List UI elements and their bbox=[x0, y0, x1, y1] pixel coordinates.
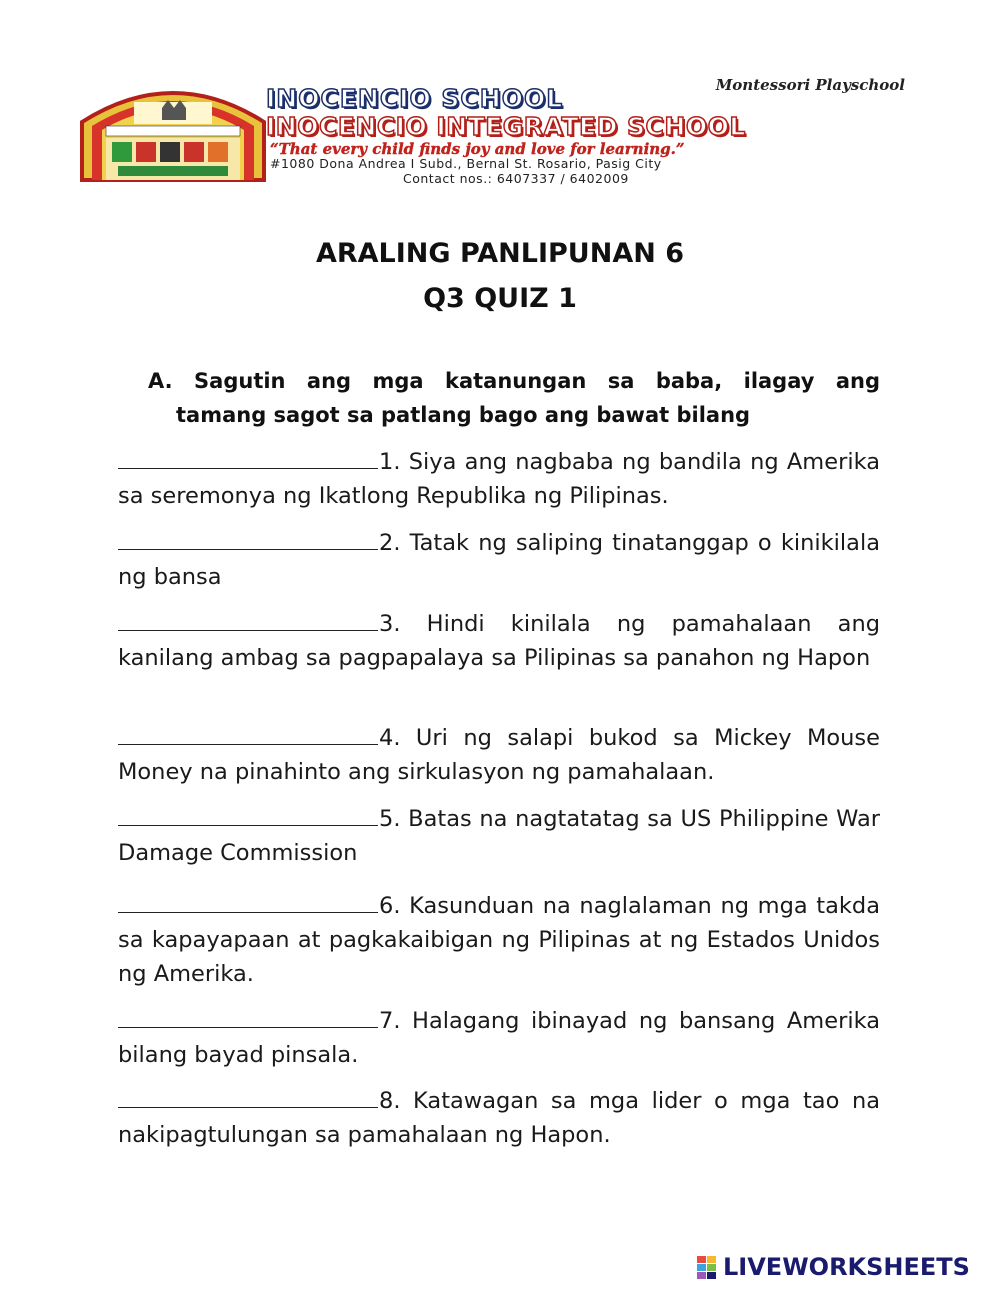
answer-blank-5[interactable] bbox=[118, 799, 378, 826]
school-name: INOCENCIO SCHOOL bbox=[266, 84, 564, 113]
question-7 bbox=[118, 1001, 880, 1072]
question-text-5: 5. Batas na nagtatatag sa US Philippine War Damage Commission bbox=[118, 806, 880, 866]
instructions-line-1 bbox=[148, 364, 880, 398]
question-5 bbox=[118, 799, 880, 870]
answer-blank-2[interactable] bbox=[118, 523, 378, 550]
question-text-8: 8. Katawagan sa mga lider o mga tao na nakipagtulungan sa pamahalaan ng Hapon. bbox=[118, 1088, 880, 1148]
question-3 bbox=[118, 604, 880, 675]
answer-blank-4[interactable] bbox=[118, 718, 378, 745]
question-6 bbox=[118, 886, 880, 991]
instructions bbox=[148, 364, 880, 432]
question-4 bbox=[118, 718, 880, 789]
answer-blank-1[interactable] bbox=[118, 442, 378, 469]
question-1 bbox=[118, 442, 880, 513]
school-letterhead bbox=[78, 78, 908, 188]
instructions-text-1: Sagutin ang mga katanungan sa baba, ilagay ang bbox=[194, 369, 880, 393]
answer-blank-6[interactable] bbox=[118, 886, 378, 913]
liveworksheets-logo-icon bbox=[697, 1256, 717, 1280]
question-text-2: 2. Tatak ng saliping tinatanggap o kinikilala ng bansa bbox=[118, 530, 880, 590]
integrated-school-name: INOCENCIO INTEGRATED SCHOOL bbox=[266, 112, 746, 141]
answer-blank-7[interactable] bbox=[118, 1001, 378, 1028]
question-text-7: 7. Halagang ibinayad ng bansang Amerika bilang bayad pinsala. bbox=[118, 1008, 880, 1068]
question-2 bbox=[118, 523, 880, 594]
school-motto: “That every child finds joy and love for learning.” bbox=[270, 140, 685, 158]
question-8 bbox=[118, 1081, 880, 1152]
school-contact: Contact nos.: 6407337 / 6402009 bbox=[403, 171, 629, 186]
instructions-line-2: tamang sagot sa patlang bago ang bawat bilang bbox=[176, 403, 751, 427]
montessori-playschool: Montessori Playschool bbox=[715, 76, 905, 94]
question-text-4: 4. Uri ng salapi bukod sa Mickey Mouse Money na pinahinto ang sirkulasyon ng pamahalaan. bbox=[118, 725, 880, 785]
quiz-title: Q3 QUIZ 1 bbox=[423, 283, 577, 314]
question-text-1: 1. Siya ang nagbaba ng bandila ng Amerika sa seremonya ng Ikatlong Republika ng Pilipinas. bbox=[118, 449, 880, 509]
question-text-6: 6. Kasunduan na naglalaman ng mga takda sa kapayapaan at pagkakaibigan ng Pilipinas at ng Estados Unidos ng Amerika. bbox=[118, 893, 880, 987]
instructions-marker: A. bbox=[148, 369, 173, 393]
answer-blank-3[interactable] bbox=[118, 604, 378, 631]
school-address: #1080 Dona Andrea I Subd., Bernal St. Rosario, Pasig City bbox=[270, 156, 662, 171]
question-text-3: 3. Hindi kinilala ng pamahalaan ang kanilang ambag sa pagpapalaya sa Pilipinas sa panahon ng Hapon bbox=[118, 611, 880, 671]
school-seal-logo bbox=[78, 78, 268, 182]
answer-blank-8[interactable] bbox=[118, 1081, 378, 1108]
subject-title: ARALING PANLIPUNAN 6 bbox=[315, 238, 685, 269]
liveworksheets-wordmark: LIVEWORKSHEETS bbox=[723, 1253, 970, 1281]
